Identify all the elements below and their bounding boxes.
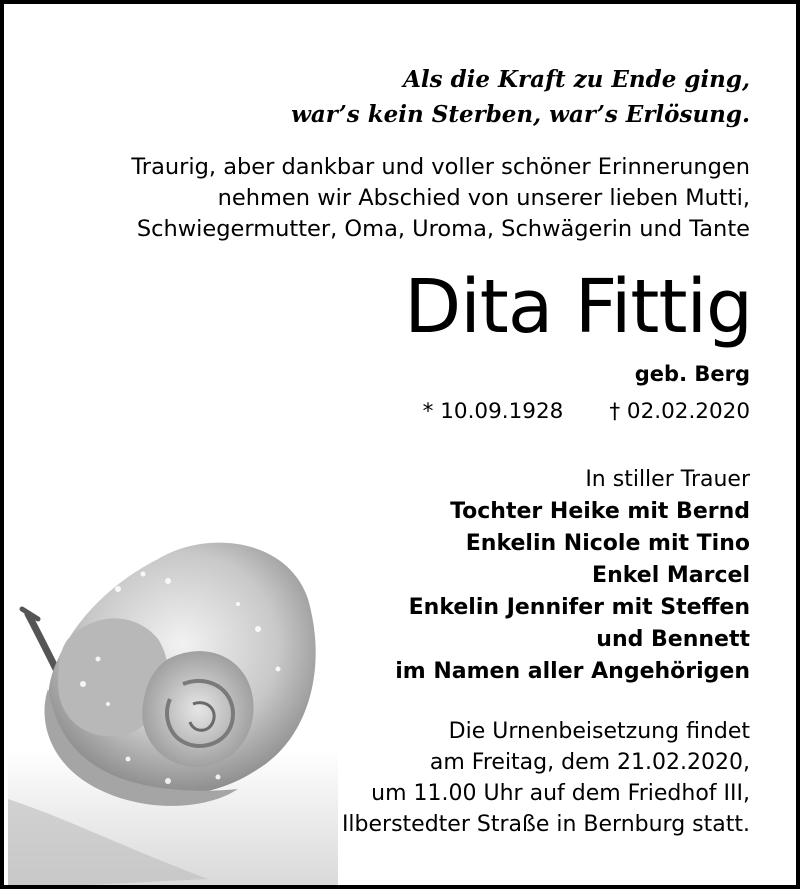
life-dates: [423, 398, 750, 426]
funeral-line: am Freitag, dem 21.02.2020,: [429, 750, 750, 775]
funeral-line: Die Urnenbeisetzung findet: [448, 719, 750, 744]
death-date: † 02.02.2020: [609, 399, 750, 424]
mourner-line: im Namen aller Angehörigen: [395, 659, 750, 684]
mourners-block: [395, 464, 750, 688]
mourner-line: Tochter Heike mit Bernd: [450, 499, 750, 524]
mourner-line: Enkelin Jennifer mit Steffen: [408, 595, 750, 620]
rose-icon: [8, 519, 338, 889]
mourner-line: Enkel Marcel: [592, 563, 750, 588]
motto-line: war’s kein Sterben, war’s Erlösung.: [291, 101, 750, 128]
mourning-heading: In stiller Trauer: [585, 467, 750, 492]
mourner-line: Enkelin Nicole mit Tino: [465, 531, 750, 556]
funeral-line: um 11.00 Uhr auf dem Friedhof III,: [371, 781, 750, 806]
maiden-name: geb. Berg: [634, 362, 750, 386]
deceased-name: Dita Fittig: [404, 264, 752, 350]
motto: [291, 62, 750, 132]
birth-date: * 10.09.1928: [422, 399, 564, 424]
intro-line: Traurig, aber dankbar und voller schöner Erinnerungen: [131, 154, 750, 180]
intro-line: nehmen wir Abschied von unserer lieben Mutti,: [217, 185, 750, 211]
mourner-line: und Bennett: [596, 627, 750, 652]
intro-line: Schwiegermutter, Oma, Uroma, Schwägerin und Tante: [136, 216, 750, 242]
funeral-info: [342, 716, 750, 840]
funeral-line: Ilberstedter Straße in Bernburg statt.: [341, 812, 750, 837]
intro-text: [131, 152, 750, 245]
motto-line: Als die Kraft zu Ende ging,: [403, 66, 750, 93]
